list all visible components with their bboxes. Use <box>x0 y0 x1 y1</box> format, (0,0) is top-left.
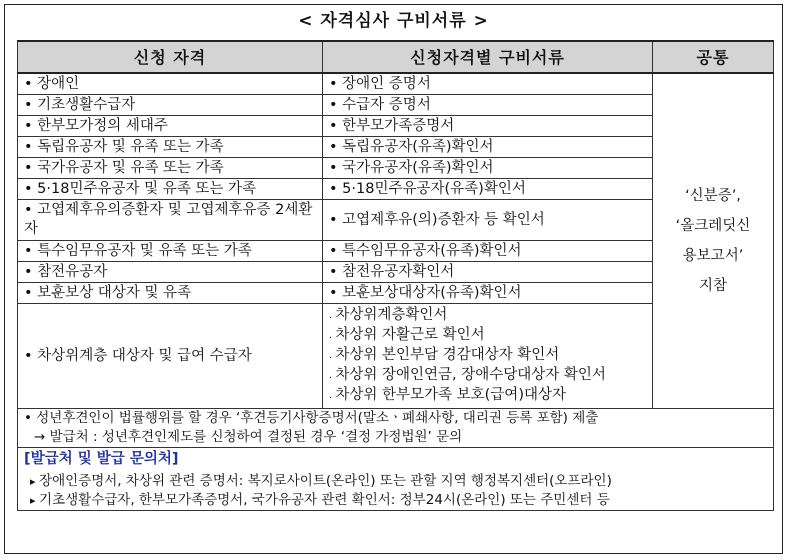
document-list-cell <box>323 304 653 409</box>
qualification-cell: • 국가유공자 및 유족 또는 가족 <box>18 158 323 179</box>
common-line: 용보고서’ <box>682 248 744 264</box>
issuance-cell <box>18 448 774 511</box>
document-cell: • 특수임무유공자(유족)확인서 <box>323 241 653 262</box>
table-row <box>18 73 774 95</box>
table-header-row <box>18 41 774 73</box>
header-documents: 신청자격별 구비서류 <box>323 41 653 73</box>
common-line: ‘올크레딧신 <box>675 218 751 234</box>
document-subitem: . 차상위 본인부담 경감대상자 확인서 <box>329 346 646 366</box>
qualification-cell: • 참전유공자 <box>18 262 323 283</box>
qualification-cell: • 장애인 <box>18 73 323 95</box>
documents-table <box>17 40 774 511</box>
qualification-cell: • 한부모가정의 세대주 <box>18 116 323 137</box>
common-line: 지참 <box>698 278 727 294</box>
note-line: • 성년후견인이 법률행위를 할 경우 ‘후견등기사항증명서(말소ㆍ폐쇄사항, 대리권 등록 포함) 제출 <box>24 409 767 428</box>
note-line: → 발급처 : 성년후견인제도를 신청하여 결정된 경우 ‘결정 가정법원’ 문의 <box>34 429 463 445</box>
header-common: 공통 <box>653 41 774 73</box>
document-cell: • 참전유공자확인서 <box>323 262 653 283</box>
issuance-item: ▸ 기초생활수급자, 한부모가족증명서, 국가유공자 관련 확인서: 정부24시(온라인) 또는 주민센터 등 <box>30 491 767 510</box>
document-subitem: . 차상위 한부모가족 보호(급여)대상자 <box>329 386 646 406</box>
document-subitem: . 차상위계층확인서 <box>329 306 646 326</box>
document-cell: • 보훈보상대상자(유족)확인서 <box>323 283 653 304</box>
document-subitem: . 차상위 장애인연금, 장애수당대상자 확인서 <box>329 366 646 386</box>
issuance-item: ▸ 장애인증명서, 차상위 관련 증명서: 복지로사이트(온라인) 또는 관할 지역 행정복지센터(오프라인) <box>30 472 767 491</box>
document-cell: • 장애인 증명서 <box>323 73 653 95</box>
qualification-cell: • 5·18민주유공자 및 유족 또는 가족 <box>18 179 323 200</box>
document-subitem: . 차상위 자활근로 확인서 <box>329 326 646 346</box>
note-cell <box>18 409 774 448</box>
common-line: ‘신분증’, <box>685 188 741 204</box>
qualification-cell: • 차상위계층 대상자 및 급여 수급자 <box>18 304 323 409</box>
qualification-cell: • 기초생활수급자 <box>18 95 323 116</box>
page-title: < 자격심사 구비서류 > <box>298 11 489 31</box>
issuance-row <box>18 448 774 511</box>
issuance-title: [발급처 및 발급 문의처] <box>24 451 179 467</box>
common-cell <box>653 73 774 409</box>
note-row <box>18 409 774 448</box>
header-qualification: 신청 자격 <box>18 41 323 73</box>
document-cell: • 수급자 증명서 <box>323 95 653 116</box>
qualification-cell: • 특수임무유공자 및 유족 또는 가족 <box>18 241 323 262</box>
document-cell: • 한부모가족증명서 <box>323 116 653 137</box>
document-cell: • 국가유공자(유족)확인서 <box>323 158 653 179</box>
qualification-cell: • 보훈보상 대상자 및 유족 <box>18 283 323 304</box>
document-cell: • 독립유공자(유족)확인서 <box>323 137 653 158</box>
document-cell: • 5·18민주유공자(유족)확인서 <box>323 179 653 200</box>
qualification-cell: • 독립유공자 및 유족 또는 가족 <box>18 137 323 158</box>
qualification-cell: • 고엽제후유의증환자 및 고엽제후유증 2세환자 <box>18 200 323 241</box>
document-cell: • 고엽제후유(의)증환자 등 확인서 <box>323 200 653 241</box>
